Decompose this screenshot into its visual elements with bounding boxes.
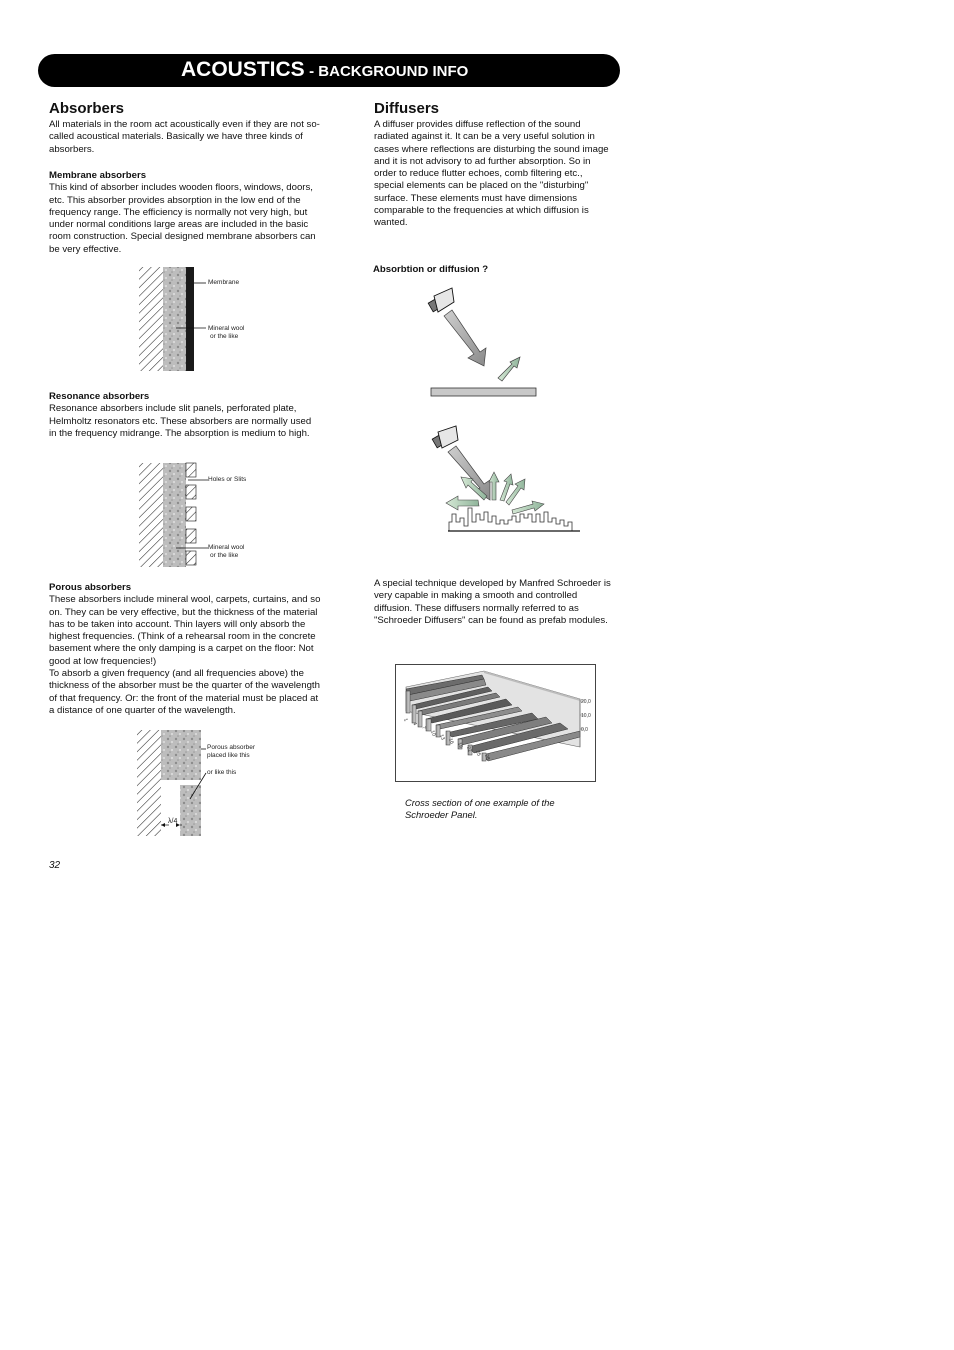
membrane-heading: Membrane absorbers — [49, 170, 147, 181]
resonance-text: Resonance absorbers include slit panels, perforated plate, Helmholtz resonators etc. These absorbers are normally used in the frequency midrange. The absorption is medium to high. — [49, 403, 312, 439]
label-or-the-like: or the like — [210, 333, 239, 340]
incident-arrow — [448, 446, 490, 500]
schroeder-panel-figure — [395, 664, 596, 782]
y-tick: 20,0 — [581, 699, 591, 705]
page-title — [181, 58, 468, 82]
diffusers-text: A diffuser provides diffuse reflection of the sound radiated against it. It can be a very useful solution in cases where reflections are disturbing the sound image and it is not advisory to ad further absorption. So in order to reduce flutter echoes, comb filtering etc., special elements can be placed on the "disturbing" surface. These elements must have dimensions comparable to the frequencies at which diffusion is wanted. — [374, 119, 609, 229]
absorbers-section — [49, 100, 321, 156]
schroeder-caption: Cross section of one example of the Schroeder Panel. — [405, 797, 555, 820]
porous-absorber-on-wall — [161, 730, 201, 780]
incident-arrow — [444, 310, 486, 366]
schroeder-y-ticks — [581, 699, 591, 733]
porous-absorber-spaced — [180, 785, 201, 836]
wall-hatch — [137, 730, 161, 836]
page-title-sub: - BACKGROUND INFO — [309, 63, 469, 80]
reflection-vs-diffusion-diagram — [424, 286, 590, 538]
label-mineral-wool: Mineral wool — [208, 544, 245, 551]
page-number: 32 — [49, 860, 61, 871]
absorbers-intro: All materials in the room act acoustically even if they are not so-called acoustical materials. Basically we have three kinds of absorbers. — [49, 119, 320, 155]
label-lambda-quarter: λ/4 — [168, 818, 178, 825]
porous-heading: Porous absorbers — [49, 582, 132, 593]
x-tick: 7 — [420, 725, 427, 731]
wall-hatch — [139, 463, 163, 567]
porous-text-1: These absorbers include mineral wool, carpets, curtains, and so on. They can be very effective, but the thickness of the material has to be taken into account. Thin layers will only absorb the highest frequencies. (Think of a rehearsal room in the concrete basement where the only damping is a carpet on the floor: Not good at low frequencies!) — [49, 594, 321, 667]
y-tick: 0,0 — [581, 727, 588, 733]
label-placed-like-this: placed like this — [207, 752, 250, 759]
label-membrane: Membrane — [208, 279, 240, 286]
x-tick: 25 — [474, 749, 482, 757]
x-tick: 13 — [438, 733, 446, 741]
membrane-layer — [186, 267, 194, 371]
diffusers-heading: Diffusers — [374, 100, 440, 117]
absorption-or-diffusion-heading: Absorbtion or diffusion ? — [373, 264, 489, 275]
mineral-wool-layer — [163, 463, 186, 567]
x-tick: 1 — [402, 717, 409, 723]
speaker-icon — [428, 288, 454, 312]
x-tick: 4 — [411, 721, 418, 727]
x-tick: 10 — [429, 729, 437, 737]
membrane-absorber-diagram — [136, 265, 266, 373]
page-title-main: ACOUSTICS — [181, 58, 305, 81]
slit-panel — [186, 463, 196, 565]
absorbers-heading: Absorbers — [49, 100, 125, 117]
schroeder-section — [374, 578, 612, 627]
porous-section — [49, 582, 321, 717]
x-tick: 16 — [447, 737, 455, 745]
y-tick: 10,0 — [581, 713, 591, 719]
resonance-section — [49, 391, 321, 440]
porous-text-2: To absorb a given frequency (and all frequencies above) the thickness of the absorber must be the quarter of the wavelength of that frequency. Or: the front of the material must be placed at a distance of one quarter of the wavelength. — [49, 668, 320, 716]
membrane-text: This kind of absorber includes wooden floors, windows, doors, etc. This absorber provides absorption in the low end of the frequency range. The efficiency is normally not very high, but under normal conditions large areas are included in the basic room construction. Special designed membrane absorbers can be very effective. — [49, 182, 316, 255]
x-tick: 28 — [483, 753, 491, 761]
resonance-absorber-diagram — [136, 461, 266, 569]
label-or-like-this: or like this — [207, 769, 237, 776]
diffuser-surface — [449, 508, 572, 531]
schroeder-panel-render — [396, 665, 595, 781]
label-or-the-like: or the like — [210, 552, 239, 559]
x-tick: 22 — [465, 745, 473, 753]
membrane-section — [49, 170, 321, 256]
wall-hatch — [139, 267, 163, 371]
x-tick: 19 — [456, 741, 464, 749]
label-mineral-wool: Mineral wool — [208, 325, 245, 332]
page-header-bar — [38, 54, 620, 87]
diffused-arrows — [446, 472, 544, 514]
mineral-wool-layer — [163, 267, 186, 371]
reflected-arrow — [498, 357, 520, 381]
reflective-surface — [431, 388, 536, 396]
schroeder-text: A special technique developed by Manfred Schroeder is very capable in making a smooth and controlled diffusion. These diffusers normally referred to as "Schroeder Diffusers" can be found as prefab modules. — [374, 578, 611, 626]
resonance-heading: Resonance absorbers — [49, 391, 150, 402]
speaker-icon — [432, 426, 458, 448]
label-holes-or-slits: Holes or Slits — [208, 476, 247, 483]
label-porous-absorber: Porous absorber — [207, 744, 256, 751]
diffusers-section — [374, 100, 614, 230]
